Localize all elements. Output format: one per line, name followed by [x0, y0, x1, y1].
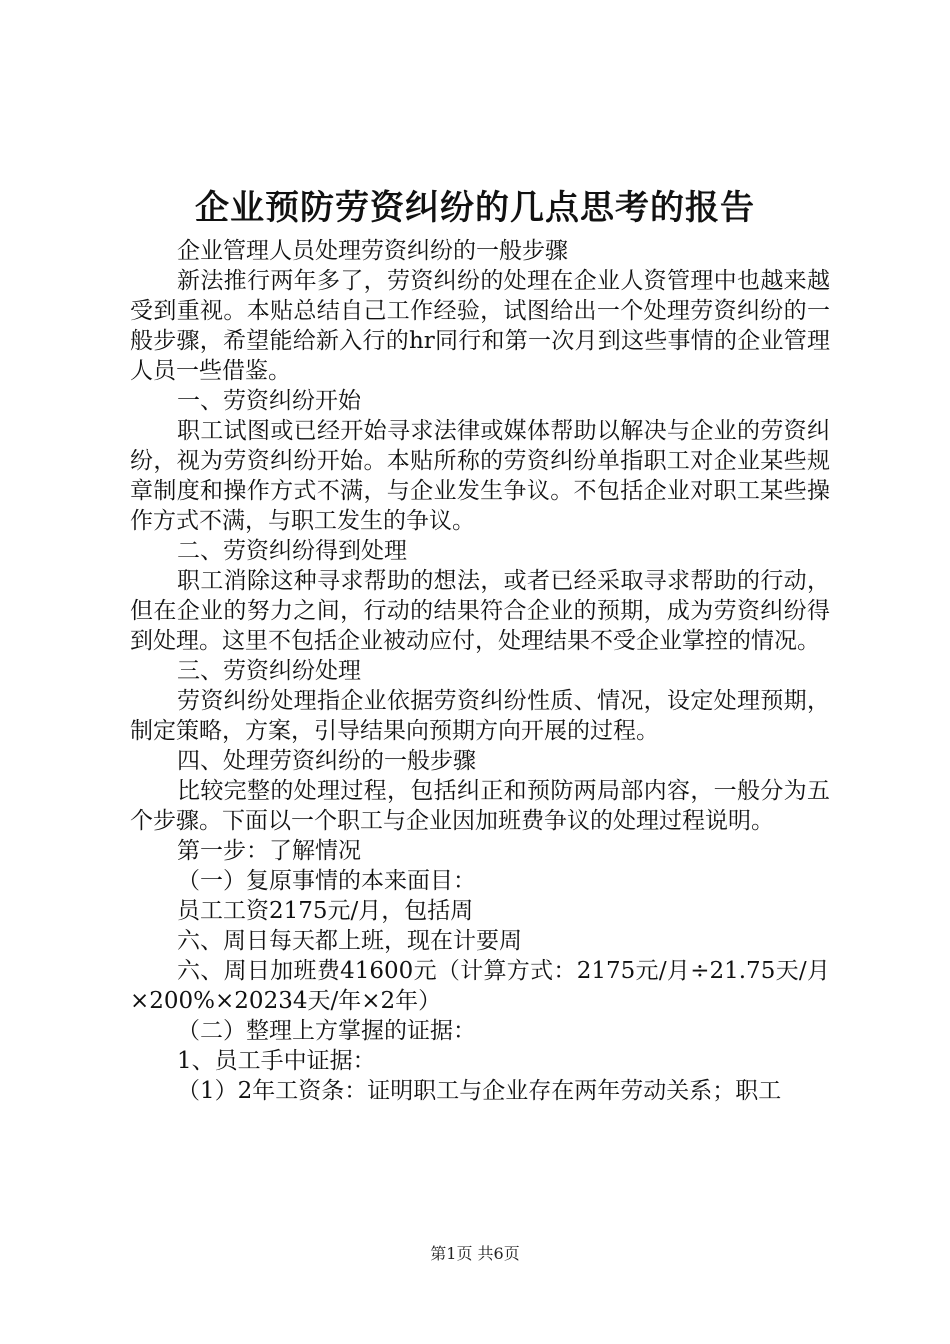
paragraph: 员工工资2175元/月，包括周	[177, 898, 474, 924]
paragraph: 职工试图或已经开始寻求法律或媒体帮助以解决与企业的劳资纠纷，视为劳资纠纷开始。本贴所称的劳资纠纷单指职工对企业某些规章制度和操作方式不满，与企业发生争议。不包括企业对职工某些操作方式不满，与职工发生的争议。	[130, 418, 830, 534]
list-item: 1、员工手中证据：	[177, 1048, 376, 1074]
document-title: 企业预防劳资纠纷的几点思考的报告	[195, 188, 755, 228]
document-body	[130, 236, 830, 1106]
step-heading: 第一步：了解情况	[177, 838, 361, 864]
sub-heading: （二）整理上方掌握的证据：	[177, 1018, 476, 1044]
page-number: 第1页 共6页	[430, 1244, 520, 1263]
section-intro-heading: 企业管理人员处理劳资纠纷的一般步骤	[177, 238, 568, 264]
paragraph: 六、周日每天都上班，现在计要周	[177, 928, 522, 954]
paragraph: 比较完整的处理过程，包括纠正和预防两局部内容，一般分为五个步骤。下面以一个职工与企业因加班费争议的处理过程说明。	[130, 778, 830, 834]
section-heading: 二、劳资纠纷得到处理	[177, 538, 407, 564]
paragraph: 劳资纠纷处理指企业依据劳资纠纷性质、情况，设定处理预期，制定策略，方案，引导结果向预期方向开展的过程。	[130, 688, 830, 744]
paragraph: 职工消除这种寻求帮助的想法，或者已经采取寻求帮助的行动，但在企业的努力之间，行动的结果符合企业的预期，成为劳资纠纷得到处理。这里不包括企业被动应付，处理结果不受企业掌控的情况。	[130, 568, 830, 654]
paragraph: 六、周日加班费41600元（计算方式：2175元/月÷21.75天/月×200%×20234天/年×2年）	[130, 958, 830, 1014]
paragraph: 新法推行两年多了，劳资纠纷的处理在企业人资管理中也越来越受到重视。本贴总结自己工作经验，试图给出一个处理劳资纠纷的一般步骤，希望能给新入行的hr同行和第一次月到这些事情的企业管理人员一些借鉴。	[130, 268, 830, 384]
section-heading: 一、劳资纠纷开始	[177, 388, 361, 414]
list-item: （1）2年工资条：证明职工与企业存在两年劳动关系；职工	[177, 1078, 782, 1104]
section-heading: 四、处理劳资纠纷的一般步骤	[177, 748, 476, 774]
section-heading: 三、劳资纠纷处理	[177, 658, 361, 684]
sub-heading: （一）复原事情的本来面目：	[177, 868, 476, 894]
